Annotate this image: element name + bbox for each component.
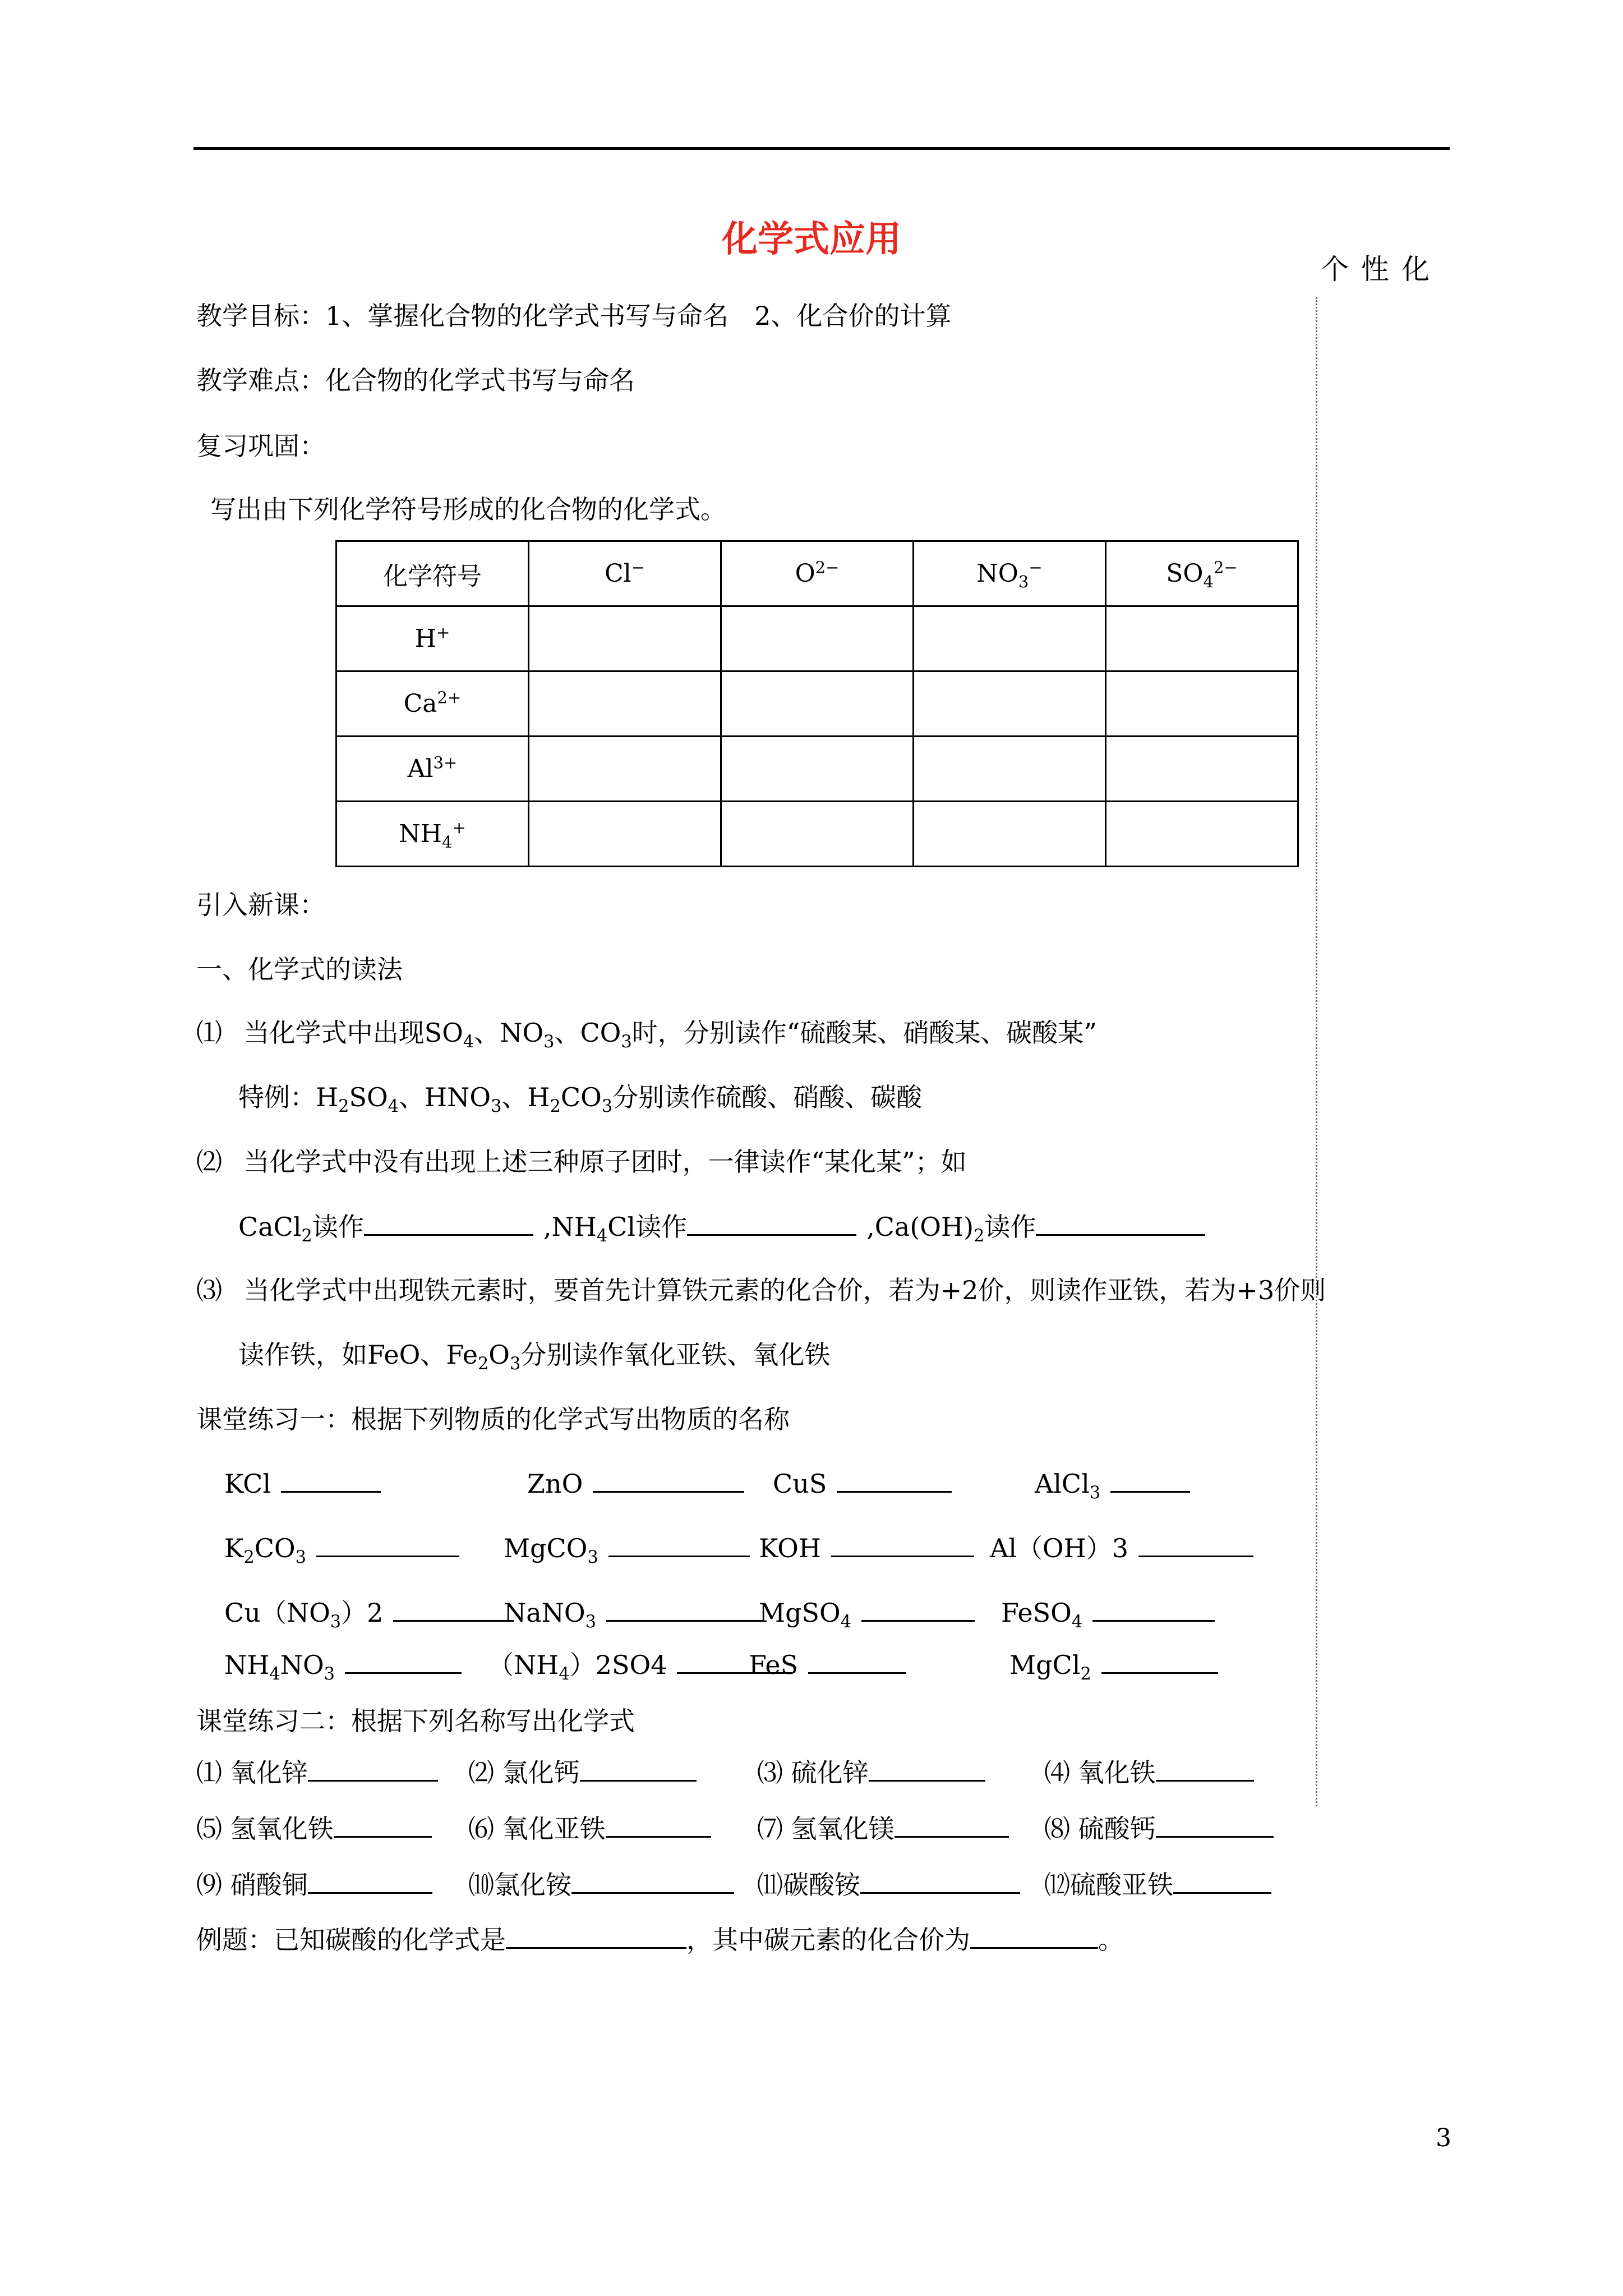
rule-1-text: 、NO: [474, 1018, 544, 1048]
special-case-text: CO: [560, 1082, 602, 1112]
answer-blank[interactable]: [281, 1470, 381, 1493]
formula-text: AlCl: [1035, 1469, 1090, 1499]
exercise-2-label: ⑺ 氢氧化镁: [757, 1814, 895, 1844]
answer-cell[interactable]: [721, 606, 914, 671]
special-case-text: SO: [349, 1082, 388, 1112]
example-formula-suffix: Cl: [607, 1212, 636, 1242]
rule-1-text: 当化学式中出现SO: [243, 1018, 463, 1048]
answer-cell[interactable]: [914, 802, 1106, 867]
rule-3-number: ⑶: [196, 1275, 222, 1305]
rule-2-number: ⑵: [196, 1147, 222, 1177]
answer-cell[interactable]: [529, 671, 721, 737]
answer-blank[interactable]: [334, 1815, 432, 1838]
exercise-1-item: [504, 1533, 750, 1568]
answer-cell[interactable]: [529, 802, 721, 867]
example-label: 读作: [312, 1212, 364, 1242]
answer-blank[interactable]: [308, 1759, 438, 1782]
answer-cell[interactable]: [1106, 802, 1298, 867]
table-row: [336, 606, 1298, 671]
exercise-2-label: ⑷ 氧化铁: [1044, 1757, 1156, 1788]
table-row: [336, 671, 1298, 737]
answer-blank[interactable]: [571, 1871, 734, 1894]
anion-charge: 2−: [815, 558, 840, 577]
exercise-2-item: [757, 1815, 1009, 1842]
formula-text: （NH: [488, 1650, 559, 1680]
formula-subscript: 3: [587, 1548, 598, 1568]
answer-blank[interactable]: [861, 1599, 975, 1622]
exercise-2-label: ⑵ 氯化钙: [468, 1757, 580, 1788]
rule-2-example: [543, 1212, 856, 1246]
formula-suffix: 3: [1112, 1533, 1129, 1563]
formula-subscript: 4: [596, 1226, 608, 1246]
exercise-1-item: [224, 1598, 514, 1632]
answer-blank[interactable]: [687, 1213, 856, 1236]
example-middle: ，其中碳元素的化合价为: [686, 1925, 970, 1955]
answer-blank[interactable]: [316, 1534, 459, 1557]
page-number: 3: [1436, 2124, 1451, 2152]
formula-text: K: [224, 1533, 244, 1563]
exercise-2-item: [757, 1871, 1020, 1898]
anion-header-cell: [914, 541, 1106, 606]
example-suffix: 。: [1098, 1925, 1124, 1955]
special-case-subscript: 2: [338, 1097, 349, 1117]
exercise-2-item: [468, 1759, 697, 1786]
exercise-1-item: [990, 1534, 1253, 1561]
anion-charge: −: [1029, 558, 1043, 577]
answer-blank[interactable]: [1092, 1599, 1215, 1622]
answer-cell[interactable]: [1106, 671, 1298, 737]
formula-suffix: ）2SO4: [569, 1650, 667, 1680]
new-lesson-heading: 引入新课：: [196, 890, 325, 920]
special-case-text: 、HNO: [399, 1082, 491, 1112]
rule-1-subscript: 4: [463, 1032, 474, 1052]
exercise-1-item: [224, 1470, 381, 1497]
exercise-2-item: [196, 1871, 432, 1898]
answer-blank[interactable]: [1036, 1213, 1205, 1236]
answer-blank[interactable]: [1110, 1470, 1190, 1493]
rule-3-subscript: 2: [477, 1354, 489, 1374]
rule-2-examples: [238, 1212, 1205, 1246]
rule-1-text: [243, 1018, 1097, 1052]
exercise-2-item: [468, 1871, 734, 1898]
formula-text: NH: [224, 1650, 270, 1680]
anion-header-cell: [1106, 541, 1298, 606]
answer-blank[interactable]: [831, 1534, 974, 1557]
formula-subscript: 4: [269, 1664, 280, 1685]
rule-2-text: 当化学式中没有出现上述三种原子团时，一律读作“某化某”；如: [243, 1147, 967, 1177]
exercise-1-item: [224, 1533, 459, 1568]
answer-blank[interactable]: [308, 1871, 432, 1894]
exercise-1-item: [527, 1470, 744, 1497]
answer-blank[interactable]: [364, 1213, 533, 1236]
formula-text: KCl: [224, 1469, 271, 1499]
exercise-2-item: [468, 1815, 711, 1842]
answer-blank[interactable]: [1101, 1651, 1218, 1674]
teaching-difficulty: 教学难点：化合物的化学式书写与命名: [196, 365, 635, 395]
cation-charge: +: [452, 818, 466, 838]
answer-blank[interactable]: [593, 1470, 744, 1493]
formula-subscript: 3: [330, 1612, 342, 1632]
answer-cell[interactable]: [529, 606, 721, 671]
special-case-subscript: 3: [601, 1097, 613, 1117]
formula-text: Cu（NO: [224, 1598, 330, 1628]
rule-1-text: 、CO: [554, 1018, 621, 1048]
anion-symbol: SO: [1166, 559, 1204, 588]
rule-1-text: 时，分别读作“硫酸某、硝酸某、碳酸某”: [631, 1018, 1097, 1048]
review-heading: 复习巩固：: [196, 431, 325, 461]
answer-blank[interactable]: [606, 1815, 711, 1838]
special-case-subscript: 2: [550, 1097, 561, 1117]
exercise-1-item: [504, 1598, 763, 1632]
answer-blank[interactable]: [808, 1651, 906, 1674]
exercise-1-item: [224, 1650, 462, 1685]
formula-text: ZnO: [527, 1469, 583, 1499]
table-row: [336, 737, 1298, 802]
ion-compound-table: [335, 540, 1299, 867]
anion-charge: −: [631, 558, 645, 577]
exercise-1-item: [749, 1651, 906, 1678]
table-row: [336, 802, 1298, 867]
exercise-1-item: [488, 1650, 792, 1685]
formula-subscript: 4: [1071, 1612, 1083, 1632]
formula-subscript: 4: [559, 1664, 570, 1685]
exercise-2-label: ⑻ 硫酸钙: [1044, 1814, 1156, 1844]
exercise-2-item: [196, 1815, 432, 1842]
special-case-text: 分别读作硫酸、硝酸、碳酸: [612, 1082, 923, 1112]
answer-blank[interactable]: [345, 1651, 462, 1674]
rule-1-subscript: 3: [543, 1032, 555, 1052]
answer-cell[interactable]: [721, 671, 914, 737]
answer-blank[interactable]: [860, 1871, 1020, 1894]
anion-subscript: 3: [1018, 572, 1029, 591]
rule-1-number: ⑴: [196, 1018, 222, 1048]
example-prefix: 例题：已知碳酸的化学式是: [196, 1925, 506, 1955]
exercise-1-item: [1001, 1598, 1215, 1632]
formula-text: FeS: [749, 1650, 799, 1680]
special-case-text: 特例：H: [238, 1082, 339, 1112]
side-column-divider: [1316, 297, 1317, 1806]
exercise-2-heading: 课堂练习二：根据下列名称写出化学式: [196, 1706, 635, 1736]
answer-cell[interactable]: [914, 606, 1106, 671]
table-instruction: 写出由下列化学符号形成的化合物的化学式。: [210, 494, 726, 524]
example-label: 读作: [635, 1212, 688, 1242]
formula-text: NaNO: [504, 1598, 585, 1628]
exercise-2-item: [1044, 1871, 1271, 1898]
formula-subscript: 2: [974, 1226, 985, 1246]
header-rule: [193, 147, 1450, 150]
answer-cell[interactable]: [529, 737, 721, 802]
anion-symbol: O: [795, 559, 815, 588]
formula-subscript: 3: [585, 1612, 596, 1632]
special-case-subscript: 4: [388, 1097, 399, 1117]
exercise-2-item: [1044, 1759, 1254, 1786]
exercise-2-label: ⑾碳酸铵: [757, 1870, 860, 1900]
rule-1-subscript: 3: [621, 1032, 632, 1052]
anion-symbol: Cl: [604, 559, 631, 588]
answer-cell[interactable]: [1106, 606, 1298, 671]
exercise-2-label: ⑼ 硝酸铜: [196, 1870, 308, 1900]
anion-header-cell: [529, 541, 721, 606]
side-column-label: 个性化: [1321, 253, 1442, 286]
cation-symbol: H: [414, 624, 437, 653]
exercise-2-item: [196, 1759, 438, 1786]
exercise-2-item: [757, 1759, 985, 1786]
exercise-2-label: ⑿硫酸亚铁: [1044, 1870, 1173, 1900]
cation-charge: 2+: [437, 688, 462, 707]
rule-3-text: 读作铁，如FeO、Fe: [238, 1340, 478, 1370]
formula-subscript: 2: [1080, 1664, 1091, 1685]
formula-subscript: 3: [324, 1664, 335, 1685]
formula-subscript: 4: [840, 1612, 852, 1632]
answer-blank[interactable]: [1173, 1871, 1271, 1894]
exercise-2-item: [1044, 1815, 1274, 1842]
special-case-text: [238, 1082, 923, 1117]
formula-subscript: 3: [295, 1548, 306, 1568]
exercise-1-item: [773, 1470, 952, 1497]
exercise-2-label: ⑴ 氧化锌: [196, 1757, 308, 1788]
answer-cell[interactable]: [1106, 737, 1298, 802]
answer-cell[interactable]: [914, 737, 1106, 802]
answer-blank[interactable]: [869, 1759, 985, 1782]
anion-subscript: 4: [1203, 572, 1214, 591]
formula-text: CuS: [773, 1469, 827, 1499]
cation-symbol: Ca: [403, 689, 437, 718]
formula-text: KOH: [759, 1533, 821, 1563]
cation-symbol: NH: [399, 820, 442, 848]
cation-symbol: Al: [407, 754, 434, 783]
example-label: 读作: [984, 1212, 1036, 1242]
answer-blank[interactable]: [970, 1926, 1098, 1949]
answer-blank[interactable]: [580, 1759, 697, 1782]
rule-3-text: 分别读作氧化亚铁、氧化铁: [520, 1340, 831, 1370]
rule-3-text: 当化学式中出现铁元素时，要首先计算铁元素的化合价，若为+2价，则读作亚铁，若为+3价则: [243, 1275, 1326, 1305]
cation-header-cell: [336, 802, 529, 867]
exercise-2-label: ⑸ 氢氧化铁: [196, 1814, 334, 1844]
rule-3-text-continued: [238, 1340, 831, 1374]
anion-charge: 2−: [1213, 558, 1238, 577]
teaching-objectives: 教学目标：1、掌握化合物的化学式书写与命名 2、化合价的计算: [196, 301, 952, 331]
section-reading-rules: 一、化学式的读法: [196, 954, 403, 984]
answer-blank[interactable]: [1156, 1759, 1254, 1782]
rule-3: [196, 1277, 1326, 1303]
answer-blank[interactable]: [606, 1599, 763, 1622]
example-question: [196, 1926, 1124, 1953]
answer-blank[interactable]: [506, 1926, 686, 1949]
rule-2-example: [866, 1212, 1205, 1246]
answer-blank[interactable]: [608, 1534, 750, 1557]
cation-header-cell: [336, 606, 529, 671]
answer-cell[interactable]: [721, 802, 914, 867]
cation-charge: +: [436, 623, 450, 642]
special-case-subscript: 3: [491, 1097, 502, 1117]
table-corner-cell: 化学符号: [336, 541, 529, 606]
formula-subscript: 2: [301, 1226, 312, 1246]
exercise-1-item: [759, 1598, 975, 1632]
answer-cell[interactable]: [721, 737, 914, 802]
formula-text: NO: [280, 1650, 324, 1680]
exercise-2-label: ⑽氯化铵: [468, 1870, 571, 1900]
rule-3-subscript: 3: [510, 1354, 521, 1374]
exercise-2-label: ⑶ 硫化锌: [757, 1757, 869, 1788]
cation-header-cell: [336, 737, 529, 802]
anion-header-cell: [721, 541, 914, 606]
anion-symbol: NO: [976, 559, 1018, 588]
cation-header-cell: [336, 671, 529, 737]
formula-suffix: ）2: [341, 1598, 384, 1628]
rule-2: [196, 1149, 967, 1175]
page-title: 化学式应用: [722, 219, 901, 260]
formula-subscript: 3: [1089, 1483, 1101, 1503]
cation-subscript: 4: [442, 832, 453, 852]
formula-text: MgCl: [1009, 1650, 1081, 1680]
answer-blank[interactable]: [393, 1599, 514, 1622]
exercise-1-item: [1009, 1650, 1218, 1685]
formula-subscript: 2: [243, 1548, 255, 1568]
formula-text: MgCO: [504, 1533, 588, 1563]
answer-cell[interactable]: [914, 671, 1106, 737]
exercise-1-item: [1035, 1469, 1190, 1503]
answer-blank[interactable]: [895, 1815, 1009, 1838]
answer-blank[interactable]: [837, 1470, 952, 1493]
special-case-text: 、H: [501, 1082, 550, 1112]
formula-text: CO: [254, 1533, 296, 1563]
example-formula: ,Ca(OH): [866, 1212, 974, 1242]
example-formula: ,NH: [543, 1212, 597, 1242]
rule-2-example: [238, 1212, 533, 1246]
exercise-2-label: ⑹ 氧化亚铁: [468, 1814, 606, 1844]
example-formula: CaCl: [238, 1212, 302, 1242]
exercise-1-heading: 课堂练习一：根据下列物质的化学式写出物质的名称: [196, 1404, 790, 1434]
rule-3-text: O: [488, 1340, 510, 1370]
formula-text: FeSO: [1001, 1598, 1072, 1628]
formula-text: MgSO: [759, 1598, 841, 1628]
rule-1: [196, 1018, 1097, 1052]
cation-charge: 3+: [433, 753, 458, 772]
formula-text: Al（OH）: [990, 1533, 1112, 1563]
answer-blank[interactable]: [1138, 1534, 1253, 1557]
answer-blank[interactable]: [1156, 1815, 1274, 1838]
exercise-1-item: [759, 1534, 974, 1561]
table-header-row: [336, 541, 1298, 606]
